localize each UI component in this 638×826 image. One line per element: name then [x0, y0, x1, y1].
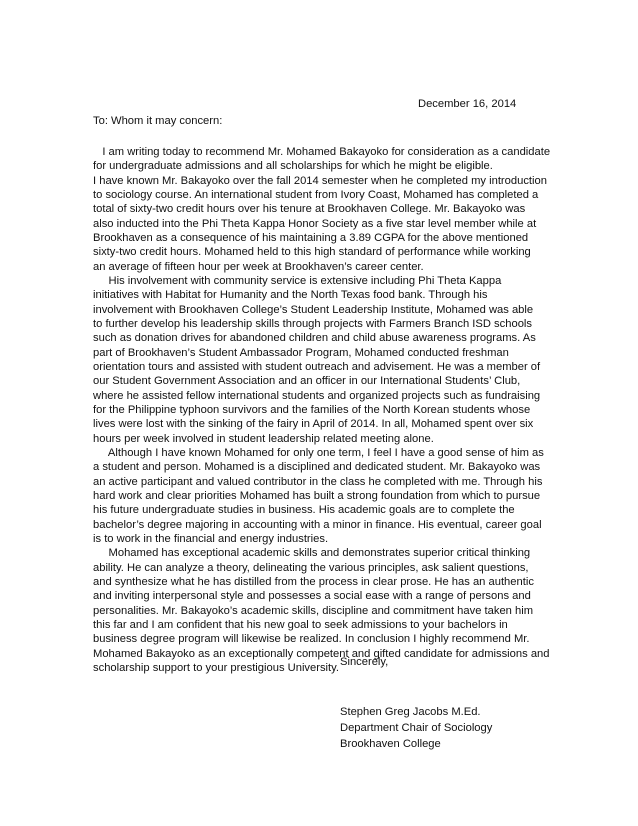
body-line: to sociology course. An international student from Ivory Coast, Mohamed has completed a — [93, 189, 539, 201]
body-line: a student and person. Mohamed is a disciplined and dedicated student. Mr. Bakayoko was — [93, 461, 541, 474]
body-line: for the Philippine typhoon survivors and the families of the North Korean students whose — [93, 403, 531, 416]
body-line: I am writing today to recommend Mr. Mohamed Bakayoko for consideration as a candidate — [93, 146, 551, 158]
body-line: lives were lost with the sinking of the fairy in April of 2014. In all, Mohamed spent over six — [93, 418, 534, 431]
body-line: sixty-two credit hours. Mohamed held to this high standard of performance while working — [93, 246, 531, 259]
body-line: scholarship support to your prestigious University. — [93, 661, 340, 674]
body-line: an average of fifteen hour per week at Brookhaven’s career center. — [93, 260, 424, 273]
body-line: hard work and clear priorities Mohamed has built a strong foundation from which to pursue — [93, 489, 541, 502]
body-line: His involvement with community service is extensive including Phi Theta Kappa — [93, 275, 502, 287]
body-line: an active participant and valued contributor in the class he completed with me. Through his — [93, 475, 543, 488]
body-line: such as donation drives for abandoned children and child abuse awareness programs. As — [93, 332, 536, 345]
body-line: ability. He can analyze a theory, delineating the various principles, ask salient questions, — [93, 561, 529, 574]
signer-name: Stephen Greg Jacobs M.Ed. — [340, 706, 481, 718]
body-line: bachelor’s degree majoring in accounting with a minor in finance. His eventual, career goal — [93, 518, 542, 531]
body-line: part of Brookhaven’s Student Ambassador Program, Mohamed conducted freshman — [93, 346, 509, 359]
salutation: To: Whom it may concern: — [93, 115, 223, 127]
body-line: total of sixty-two credit hours over his tenure at Brookhaven College. Mr. Bakayoko was — [93, 203, 526, 216]
body-line: Mohamed Bakayoko as an exceptionally competent and gifted candidate for admissions and — [93, 647, 550, 660]
letter-date: December 16, 2014 — [418, 98, 517, 110]
body-line: our Student Government Association and an officer in our International Students’ Club, — [93, 375, 521, 388]
body-line: Brookhaven as a consequence of his maintaining a 3.89 CGPA for the above mentioned — [93, 232, 529, 244]
body-line: initiatives with Habitat for Humanity and the North Texas food bank. Through his — [93, 289, 488, 302]
signer-title: Department Chair of Sociology — [340, 722, 493, 734]
body-line: orientation tours and assisted with student outreach and advisement. He was a member of — [93, 360, 541, 373]
body-line: hours per week involved in student leadership related meeting alone. — [93, 432, 434, 445]
body-line: to further develop his leadership skills through projects with Farmers Branch ISD schools — [93, 318, 532, 330]
body-line: business degree program will likewise be realized. In conclusion I highly recommend Mr. — [93, 633, 530, 646]
body-line: Although I have known Mohamed for only one term, I feel I have a good sense of him as — [93, 446, 544, 459]
body-line: involvement with Brookhaven College’s Student Leadership Institute, Mohamed was able — [93, 303, 534, 316]
body-line: also inducted into the Phi Theta Kappa Honor Society as a five star level member while at — [93, 217, 537, 230]
body-line: personalities. Mr. Bakayoko’s academic skills, discipline and commitment have taken him — [93, 604, 534, 617]
body-line: his future undergraduate studies in business. His academic goals are to complete the — [93, 504, 515, 517]
body-line: is to work in the financial and energy industries. — [93, 532, 329, 545]
body-line: where he assisted fellow international students and organized projects such as fundraising — [93, 389, 541, 402]
body-line: Mohamed has exceptional academic skills and demonstrates superior critical thinking — [93, 547, 531, 560]
body-line: and synthesize what he has distilled from the process in clear prose. He has an authentic — [93, 575, 534, 588]
body-line: for undergraduate admissions and all scholarships for which he might be eligible. — [93, 160, 493, 173]
body-line: I have known Mr. Bakayoko over the fall 2014 semester when he completed my introduction — [93, 174, 547, 187]
body-line: this far and I am confident that his new goal to seek admissions to your bachelors in — [93, 618, 508, 631]
body-line: and inviting interpersonal style and possesses a social ease with a range of persons and — [93, 590, 531, 603]
signer-org: Brookhaven College — [340, 738, 441, 750]
closing: Sincerely, — [340, 656, 389, 668]
